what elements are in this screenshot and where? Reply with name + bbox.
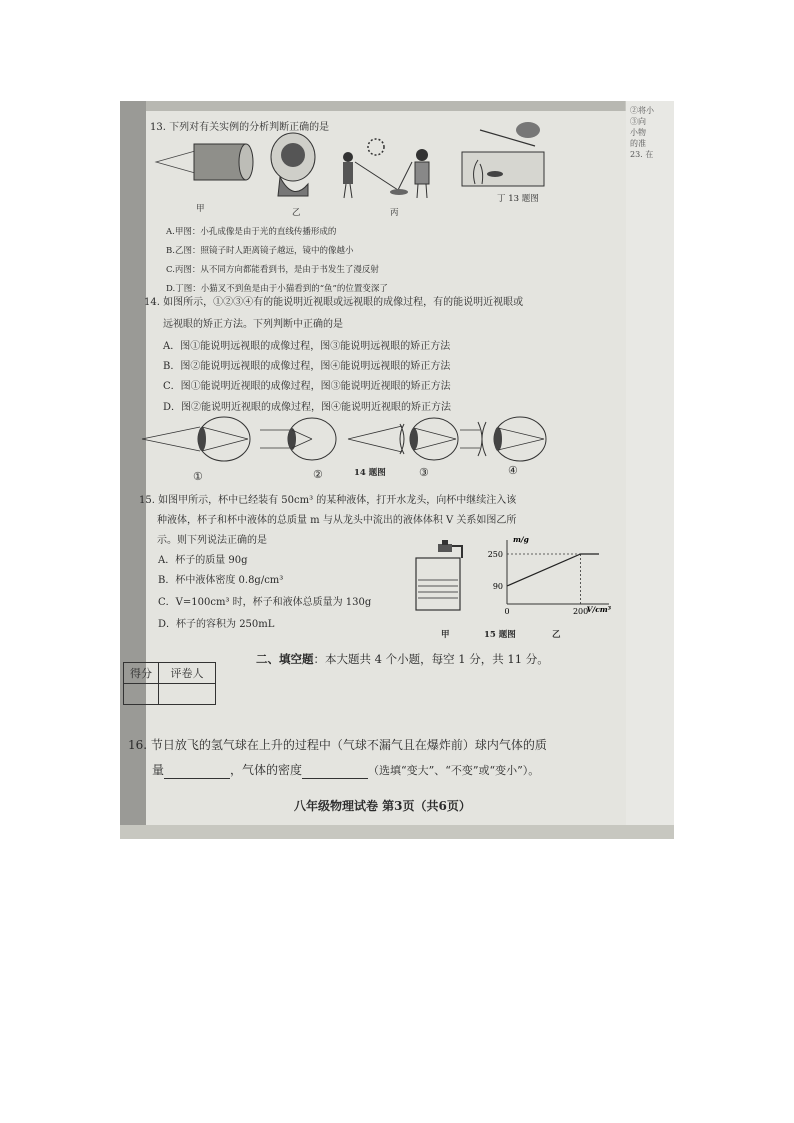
series-line: [507, 554, 599, 586]
section2-header: [256, 652, 549, 666]
q13-stem: 13. 下列对有关实例的分析判断正确的是: [150, 122, 330, 133]
fig14-label-1: ①: [193, 470, 203, 483]
q16-blank-density[interactable]: [302, 766, 368, 779]
x-tick-0: 0: [504, 607, 510, 616]
adjacent-page: [625, 101, 674, 839]
adjacent-page-text: ②将小 ③向 小物 的准 23. 在: [630, 106, 654, 159]
q13-option-a: A.甲图：小孔成像是由于光的直线传播形成的: [166, 227, 337, 237]
eye-diagram-2: [260, 418, 336, 460]
q15-stem-line2: 种液体，杯子和杯中液体的总质量 m 与从龙头中流出的液体体积 V 关系如图乙所: [157, 515, 517, 526]
q15-option-c: C．V=100cm³ 时，杯子和液体总质量为 130g: [158, 597, 372, 608]
q15-mass-volume-graph: [487, 535, 617, 616]
q15-option-d: D．杯子的容积为 250mL: [158, 619, 275, 630]
mirror-girl-figure: [271, 133, 315, 196]
q13-option-c: C.丙图：从不同方向都能看到书，是由于书发生了漫反射: [166, 265, 379, 275]
q14-option-a: A．图①能说明远视眼的成像过程，图③能说明远视眼的矫正方法: [163, 341, 451, 352]
fig15-label-jia: 甲: [441, 630, 450, 640]
photo-bottom-edge: [120, 825, 674, 839]
q16-line2: 量 ，气体的密度 （选填“变大”、“不变”或“变小”）。: [152, 763, 540, 777]
eye-diagram-3: [348, 418, 458, 460]
x-axis-label: V/cm³: [586, 605, 611, 614]
q15-option-b: B．杯中液体密度 0.8g/cm³: [158, 575, 284, 586]
q14-option-b: B．图②能说明远视眼的成像过程，图④能说明远视眼的矫正方法: [163, 361, 451, 372]
fig13-label-yi: 乙: [292, 208, 301, 218]
fig15-caption: 15 题图: [484, 630, 516, 640]
q16-line1: 16. 节日放飞的氢气球在上升的过程中（气球不漏气且在爆炸前）球内气体的质: [128, 738, 547, 752]
fig13-label-jia: 甲: [196, 204, 205, 214]
y-tick-90: 90: [492, 582, 503, 591]
fig14-label-4: ④: [508, 464, 518, 477]
cat-fishing-figure: [462, 122, 544, 186]
grader-cell[interactable]: [159, 684, 216, 705]
score-table: [123, 662, 216, 705]
q14-eye-figures: [142, 416, 552, 466]
section2-title: 二、填空题: [256, 652, 314, 666]
photo-left-edge: [120, 101, 146, 839]
fig14-label-3: ③: [419, 466, 429, 479]
q14-stem-line2: 远视眼的矫正方法。下列判断中正确的是: [163, 319, 343, 330]
q14-option-d: D．图②能说明近视眼的成像过程，图④能说明近视眼的矫正方法: [163, 402, 452, 413]
score-cell[interactable]: [124, 684, 159, 705]
fig13-label-ding: 丁 13 题图: [497, 194, 539, 204]
page-footer: 八年级物理试卷 第3页（共6页）: [294, 799, 471, 813]
q15-stem-line1: 15. 如图甲所示，杯中已经装有 50cm³ 的某种液体，打开水龙头，向杯中继续注入该: [139, 495, 517, 506]
fig14-caption: 14 题图: [354, 468, 386, 478]
q15-stem-line3: 示。则下列说法正确的是: [157, 535, 267, 546]
diffuse-reflection-figure: [343, 139, 429, 198]
eye-diagram-1: [142, 417, 250, 461]
q15-option-a: A．杯子的质量 90g: [158, 555, 248, 566]
eye-diagram-4: [460, 417, 546, 461]
fig13-label-bing: 丙: [390, 208, 399, 218]
score-header: 得分: [124, 663, 159, 684]
y-tick-250: 250: [487, 550, 503, 559]
y-axis-label: m/g: [513, 535, 529, 544]
x-tick-200: 200: [572, 607, 589, 616]
q13-figures: [150, 122, 544, 202]
exam-page: [146, 111, 626, 825]
faucet-cup-figure: [412, 540, 472, 630]
q16-blank-mass[interactable]: [164, 766, 230, 779]
fig15-label-yi: 乙: [552, 630, 561, 640]
q14-option-c: C．图①能说明近视眼的成像过程，图③能说明近视眼的矫正方法: [163, 381, 451, 392]
q13-option-b: B.乙图：照镜子时人距离镜子越远，镜中的像越小: [166, 246, 354, 256]
grader-header: 评卷人: [159, 663, 216, 684]
photo-top-edge: [120, 101, 674, 111]
q13-option-d: D.丁图：小猫叉不到鱼是由于小猫看到的“鱼”的位置变深了: [166, 284, 388, 294]
section2-desc: ：本大题共 4 个小题，每空 1 分，共 11 分。: [313, 652, 549, 666]
q14-stem-line1: 14. 如图所示，①②③④有的能说明近视眼或远视眼的成像过程，有的能说明近视眼或: [144, 297, 524, 308]
pinhole-camera-figure: [156, 144, 253, 180]
fig14-label-2: ②: [313, 468, 323, 481]
